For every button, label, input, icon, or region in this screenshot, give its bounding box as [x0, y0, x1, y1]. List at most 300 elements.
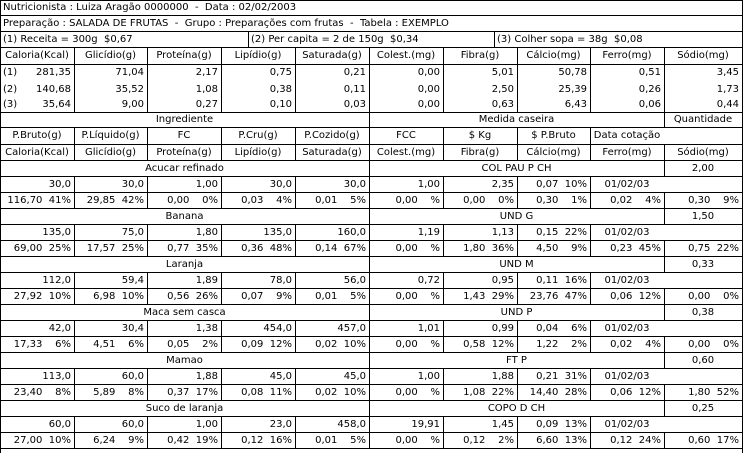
grid-line [295, 432, 296, 449]
grid-line [443, 47, 444, 113]
grid-line [295, 384, 296, 401]
grid-line [147, 432, 148, 449]
grid-line [590, 416, 591, 433]
ingredient-medida: COPO D CH [487, 403, 546, 414]
grid-line [74, 336, 75, 353]
ingredient-nutrient: 0,01 5% [315, 291, 366, 302]
summary-value: 1,08 [195, 84, 218, 95]
quantidade-section: Quantidade [673, 114, 733, 125]
ingredient-weight: 1,00 [195, 179, 218, 190]
grid-line [664, 304, 665, 321]
grid-line [147, 368, 148, 385]
grid-line [221, 127, 222, 161]
grid-line [664, 432, 665, 449]
ingredient-weight: 135,0 [42, 227, 71, 238]
ingredient-weight: 458,0 [337, 419, 366, 430]
grid-line [74, 47, 75, 113]
summary-row-label: (3) [3, 99, 18, 110]
ingrediente-section: Ingrediente [155, 114, 214, 125]
ingredient-medida: FT P [506, 355, 527, 366]
grid-line [590, 336, 591, 353]
nutrient-col-header: Cálcio(mg) [526, 147, 581, 158]
ingredient-medida: UND M [499, 259, 534, 270]
ingredient-nutrient: 4,51 6% [93, 339, 144, 350]
ingredient-nutrient: 0,30 9% [688, 195, 739, 206]
grid-line [664, 288, 665, 305]
ingredient-nutrient: 0,58 12% [463, 339, 514, 350]
grid-line [590, 240, 591, 257]
grid-line [590, 384, 591, 401]
ingredient-nutrient: 69,00 25% [13, 243, 71, 254]
grid-line [147, 288, 148, 305]
ingredient-nutrient: 0,03 4% [241, 195, 292, 206]
grid-line [369, 432, 370, 449]
nutrient-col-header: Sódio(mg) [677, 147, 729, 158]
summary-col-header: Sódio(mg) [677, 50, 729, 61]
ingredient-weight: 1,01 [417, 323, 440, 334]
ingredient-nutrient: 0,05 2% [167, 339, 218, 350]
nutrient-col-header: Colest.(mg) [376, 147, 436, 158]
grid-line [517, 320, 518, 337]
ingredient-nutrient: 29,85 42% [86, 195, 144, 206]
grid-line [221, 192, 222, 209]
ingredient-nutrient: 0,06 12% [610, 291, 661, 302]
grid-line [0, 384, 743, 385]
summary-value: 281,35 [36, 67, 71, 78]
ingredient-weight: 454,0 [263, 323, 292, 334]
grid-line [221, 224, 222, 241]
ingredient-weight: 2,35 [491, 179, 514, 190]
ingredient-weight: 160,0 [337, 227, 366, 238]
grid-line [74, 432, 75, 449]
grid-line [590, 176, 591, 193]
portion-3: (3) Colher sopa = 38g $0,08 [497, 34, 643, 45]
grid-line [0, 336, 743, 337]
ingredient-nutrient: 0,60 17% [688, 435, 739, 446]
weights-col-header: P.Bruto(g) [12, 130, 62, 141]
grid-line [369, 224, 370, 241]
summary-value: 0,11 [343, 84, 366, 95]
grid-line [590, 320, 591, 337]
summary-value: 0,27 [195, 99, 218, 110]
ingredient-weight: 1,80 [195, 227, 218, 238]
grid-line [74, 368, 75, 385]
ingredient-nutrient: 0,06 12% [610, 387, 661, 398]
ingredient-nutrient: 6,60 13% [536, 435, 587, 446]
ingredient-weight: 01/02/03 [604, 275, 650, 286]
grid-line [147, 240, 148, 257]
summary-value: 35,52 [115, 84, 144, 95]
ingredient-nutrient: 0,08 11% [241, 387, 292, 398]
weights-col-header: $ Kg [468, 130, 492, 141]
summary-value: 0,06 [638, 99, 661, 110]
ingredient-nutrient: 0,14 67% [315, 243, 366, 254]
grid-line [0, 208, 743, 209]
ingredient-quantidade: 0,25 [691, 403, 715, 414]
grid-line [369, 352, 370, 369]
grid-line [443, 127, 444, 161]
ingredient-nutrient: 0,02 4% [610, 339, 661, 350]
ingredient-weight: 78,0 [269, 275, 292, 286]
grid-line [147, 127, 148, 161]
summary-value: 0,00 [417, 67, 440, 78]
ingredient-weight: 0,09 13% [536, 419, 587, 430]
ingredient-nutrient: 0,00 0% [167, 195, 218, 206]
grid-line [369, 416, 370, 433]
ingredient-nutrient: 27,00 10% [13, 435, 71, 446]
grid-line [295, 416, 296, 433]
ingredient-nutrient: 0,56 26% [167, 291, 218, 302]
ingredient-quantidade: 0,33 [691, 259, 715, 270]
ingredient-quantidade: 0,38 [691, 307, 715, 318]
summary-value: 0,44 [716, 99, 739, 110]
grid-line [295, 192, 296, 209]
grid-line [147, 416, 148, 433]
ingredient-nutrient: 0,02 10% [315, 339, 366, 350]
ingredient-nutrient: 0,00 % [395, 195, 440, 206]
summary-value: 2,17 [195, 67, 218, 78]
grid-line [369, 384, 370, 401]
grid-line [74, 176, 75, 193]
ingredient-nutrient: 1,22 2% [536, 339, 587, 350]
summary-col-header: Lipídio(g) [234, 50, 282, 61]
ingredient-weight: 0,99 [491, 323, 514, 334]
preparation-line: Preparação : SALADA DE FRUTAS - Grupo : Preparações com frutas - Tabela : EXEMPLO [3, 18, 449, 29]
grid-line [221, 336, 222, 353]
grid-line [0, 0, 1, 453]
grid-line [369, 288, 370, 305]
grid-line [369, 336, 370, 353]
ingredient-nutrient: 116,70 41% [7, 195, 71, 206]
grid-line [443, 272, 444, 289]
ingredient-weight: 113,0 [42, 371, 71, 382]
weights-col-header: FC [177, 130, 191, 141]
ingredient-weight: 01/02/03 [604, 323, 650, 334]
summary-col-header: Cálcio(mg) [526, 50, 581, 61]
ingredient-quantidade: 0,60 [691, 355, 715, 366]
ingredient-nutrient: 0,77 35% [167, 243, 218, 254]
summary-col-header: Colest.(mg) [376, 50, 436, 61]
ingredient-weight: 19,91 [411, 419, 440, 430]
ingredient-weight: 45,0 [269, 371, 292, 382]
grid-line [221, 272, 222, 289]
ingredient-nutrient: 0,00 0% [463, 195, 514, 206]
ingredient-weight: 30,0 [121, 179, 144, 190]
grid-line [664, 112, 665, 128]
ingredient-weight: 60,0 [48, 419, 71, 430]
ingredient-nutrient: 6,24 9% [93, 435, 144, 446]
ingredient-medida: UND G [499, 211, 534, 222]
grid-line [443, 192, 444, 209]
ingredient-nutrient: 0,12 16% [241, 435, 292, 446]
ingredient-nutrient: 17,57 25% [86, 243, 144, 254]
grid-line [147, 272, 148, 289]
grid-line [0, 304, 743, 305]
grid-line [74, 288, 75, 305]
grid-line [443, 416, 444, 433]
ingredient-nutrient: 23,40 8% [13, 387, 71, 398]
grid-line [590, 192, 591, 209]
ingredient-weight: 30,4 [121, 323, 144, 334]
grid-line [590, 127, 591, 161]
ingredient-nutrient: 1,08 22% [463, 387, 514, 398]
grid-line [221, 384, 222, 401]
ingredient-weight: 45,0 [343, 371, 366, 382]
grid-line [147, 176, 148, 193]
grid-line [369, 240, 370, 257]
grid-line [664, 160, 665, 177]
ingredient-weight: 60,0 [121, 371, 144, 382]
nutrient-col-header: Fibra(g) [460, 147, 500, 158]
summary-value: 0,38 [269, 84, 292, 95]
ingredient-nutrient: 0,36 48% [241, 243, 292, 254]
grid-line [664, 192, 665, 209]
ingredient-nutrient: 0,02 4% [610, 195, 661, 206]
grid-line [369, 47, 370, 113]
ingredient-nutrient: 0,00 0% [688, 339, 739, 350]
grid-line [494, 31, 495, 48]
grid-line [147, 384, 148, 401]
grid-line [295, 224, 296, 241]
summary-col-header: Glicídio(g) [85, 50, 136, 61]
ingredient-nutrient: 6,98 10% [93, 291, 144, 302]
grid-line [590, 224, 591, 241]
weights-col-header: $ P.Bruto [531, 130, 576, 141]
grid-line [664, 336, 665, 353]
grid-line [369, 400, 370, 417]
grid-line [0, 400, 743, 401]
grid-line [517, 384, 518, 401]
summary-value: 3,45 [716, 67, 739, 78]
ingredient-weight: 457,0 [337, 323, 366, 334]
ingredient-weight: 112,0 [42, 275, 71, 286]
grid-line [369, 320, 370, 337]
summary-value: 6,43 [564, 99, 587, 110]
grid-line [443, 368, 444, 385]
grid-line [147, 47, 148, 113]
grid-line [369, 192, 370, 209]
ingredient-nutrient: 0,12 24% [610, 435, 661, 446]
grid-line [221, 176, 222, 193]
grid-line [664, 144, 665, 161]
ingredient-weight: 01/02/03 [604, 179, 650, 190]
summary-value: 0,00 [417, 99, 440, 110]
grid-line [295, 127, 296, 161]
ingredient-nutrient: 1,43 29% [463, 291, 514, 302]
grid-line [0, 64, 743, 65]
grid-line [221, 288, 222, 305]
summary-value: 0,00 [417, 84, 440, 95]
ingredient-weight: 60,0 [121, 419, 144, 430]
grid-line [590, 288, 591, 305]
ingredient-nutrient: 0,37 17% [167, 387, 218, 398]
grid-line [0, 176, 743, 177]
ingredient-nutrient: 1,80 52% [688, 387, 739, 398]
ingredient-weight: 0,95 [491, 275, 514, 286]
grid-line [590, 368, 591, 385]
grid-line [443, 320, 444, 337]
grid-line [590, 272, 591, 289]
portion-1: (1) Receita = 300g $0,67 [3, 34, 133, 45]
grid-line [369, 160, 370, 177]
ingredient-name: Acucar refinado [145, 163, 224, 174]
ingredient-nutrient: 0,12 2% [463, 435, 514, 446]
grid-line [369, 112, 370, 128]
grid-line [517, 416, 518, 433]
grid-line [369, 256, 370, 273]
ingredient-weight: 1,00 [195, 419, 218, 430]
ingredient-weight: 23,0 [269, 419, 292, 430]
ingredient-nutrient: 4,50 9% [536, 243, 587, 254]
ingredient-nutrient: 23,76 47% [529, 291, 587, 302]
ingredient-name: Maca sem casca [143, 307, 226, 318]
grid-line [74, 416, 75, 433]
ingredient-nutrient: 27,92 10% [13, 291, 71, 302]
summary-row-label: (2) [3, 84, 18, 95]
nutrient-col-header: Caloria(Kcal) [5, 147, 69, 158]
grid-line [0, 256, 743, 257]
weights-col-header: FCC [396, 130, 416, 141]
ingredient-nutrient: 5,89 8% [93, 387, 144, 398]
summary-value: 9,00 [121, 99, 144, 110]
grid-line [369, 127, 370, 161]
grid-line [295, 240, 296, 257]
grid-line [443, 384, 444, 401]
grid-line [369, 304, 370, 321]
grid-line [664, 384, 665, 401]
grid-line [664, 352, 665, 369]
ingredient-nutrient: 0,00 % [395, 291, 440, 302]
ingredient-weight: 1,38 [195, 323, 218, 334]
summary-value: 35,64 [42, 99, 71, 110]
ingredient-weight: 0,07 10% [536, 179, 587, 190]
grid-line [369, 272, 370, 289]
ingredient-nutrient: 0,42 19% [167, 435, 218, 446]
grid-line [517, 272, 518, 289]
summary-value: 0,75 [269, 67, 292, 78]
grid-line [0, 127, 743, 128]
ingredient-weight: 0,11 16% [536, 275, 587, 286]
ingredient-weight: 42,0 [48, 323, 71, 334]
ingredient-name: Laranja [165, 259, 204, 270]
ingredient-weight: 01/02/03 [604, 419, 650, 430]
ingredient-nutrient: 0,00 0% [688, 291, 739, 302]
grid-line [147, 320, 148, 337]
grid-line [0, 47, 743, 48]
summary-value: 5,01 [491, 67, 514, 78]
ingredient-nutrient: 0,00 % [395, 243, 440, 254]
ingredient-nutrient: 0,01 5% [315, 435, 366, 446]
summary-value: 0,51 [638, 67, 661, 78]
summary-col-header: Ferro(mg) [602, 50, 652, 61]
grid-line [443, 224, 444, 241]
ingredient-weight: 1,89 [195, 275, 218, 286]
ingredient-weight: 1,13 [491, 227, 514, 238]
grid-line [590, 432, 591, 449]
summary-value: 50,78 [558, 67, 587, 78]
portion-2: (2) Per capita = 2 de 150g $0,34 [251, 34, 419, 45]
ingredient-weight: 0,21 31% [536, 371, 587, 382]
grid-line [664, 47, 665, 113]
grid-line [0, 224, 743, 225]
grid-line [221, 320, 222, 337]
grid-line [517, 192, 518, 209]
grid-line [517, 176, 518, 193]
summary-value: 71,04 [115, 67, 144, 78]
weights-col-header: P.Cozido(g) [304, 130, 360, 141]
grid-line [369, 208, 370, 225]
ingredient-nutrient: 14,40 28% [529, 387, 587, 398]
grid-line [443, 240, 444, 257]
grid-line [147, 192, 148, 209]
summary-value: 0,21 [343, 67, 366, 78]
grid-line [517, 127, 518, 161]
grid-line [0, 432, 743, 433]
grid-line [295, 47, 296, 113]
grid-line [517, 240, 518, 257]
grid-line [517, 47, 518, 113]
ingredient-nutrient: 0,23 45% [610, 243, 661, 254]
grid-line [0, 144, 743, 145]
grid-line [369, 176, 370, 193]
grid-line [221, 368, 222, 385]
summary-value: 140,68 [36, 84, 71, 95]
ingredient-weight: 1,88 [491, 371, 514, 382]
grid-line [295, 176, 296, 193]
ingredient-nutrient: 0,75 22% [688, 243, 739, 254]
grid-line [0, 240, 743, 241]
ingredient-nutrient: 0,09 12% [241, 339, 292, 350]
grid-line [443, 432, 444, 449]
ingredient-weight: 01/02/03 [604, 371, 650, 382]
grid-line [221, 240, 222, 257]
grid-line [295, 368, 296, 385]
grid-line [295, 320, 296, 337]
grid-line [664, 208, 665, 225]
ingredient-nutrient: 0,00 % [395, 435, 440, 446]
ingredient-weight: 0,72 [417, 275, 440, 286]
ingredient-weight: 30,0 [48, 179, 71, 190]
nutrient-col-header: Lipídio(g) [234, 147, 282, 158]
ingredient-weight: 75,0 [121, 227, 144, 238]
grid-line [517, 432, 518, 449]
ingredient-name: Banana [165, 211, 204, 222]
summary-value: 0,26 [638, 84, 661, 95]
grid-line [221, 47, 222, 113]
ingredient-name: Suco de laranja [145, 403, 224, 414]
grid-line [443, 176, 444, 193]
grid-line [664, 400, 665, 417]
grid-line [369, 368, 370, 385]
summary-value: 1,73 [716, 84, 739, 95]
grid-line [74, 224, 75, 241]
summary-value: 0,10 [269, 99, 292, 110]
ingredient-weight: 1,00 [417, 179, 440, 190]
summary-value: 2,50 [491, 84, 514, 95]
ingredient-nutrient: 0,01 5% [315, 195, 366, 206]
grid-line [443, 288, 444, 305]
grid-line [517, 336, 518, 353]
ingredient-nutrient: 17,33 6% [13, 339, 71, 350]
grid-line [0, 448, 743, 449]
grid-line [590, 47, 591, 113]
weights-col-header: P.Cru(g) [238, 130, 278, 141]
grid-line [0, 160, 743, 161]
grid-line [248, 31, 249, 48]
grid-line [295, 288, 296, 305]
nutrient-col-header: Ferro(mg) [602, 147, 652, 158]
nutrient-col-header: Proteína(g) [156, 147, 212, 158]
